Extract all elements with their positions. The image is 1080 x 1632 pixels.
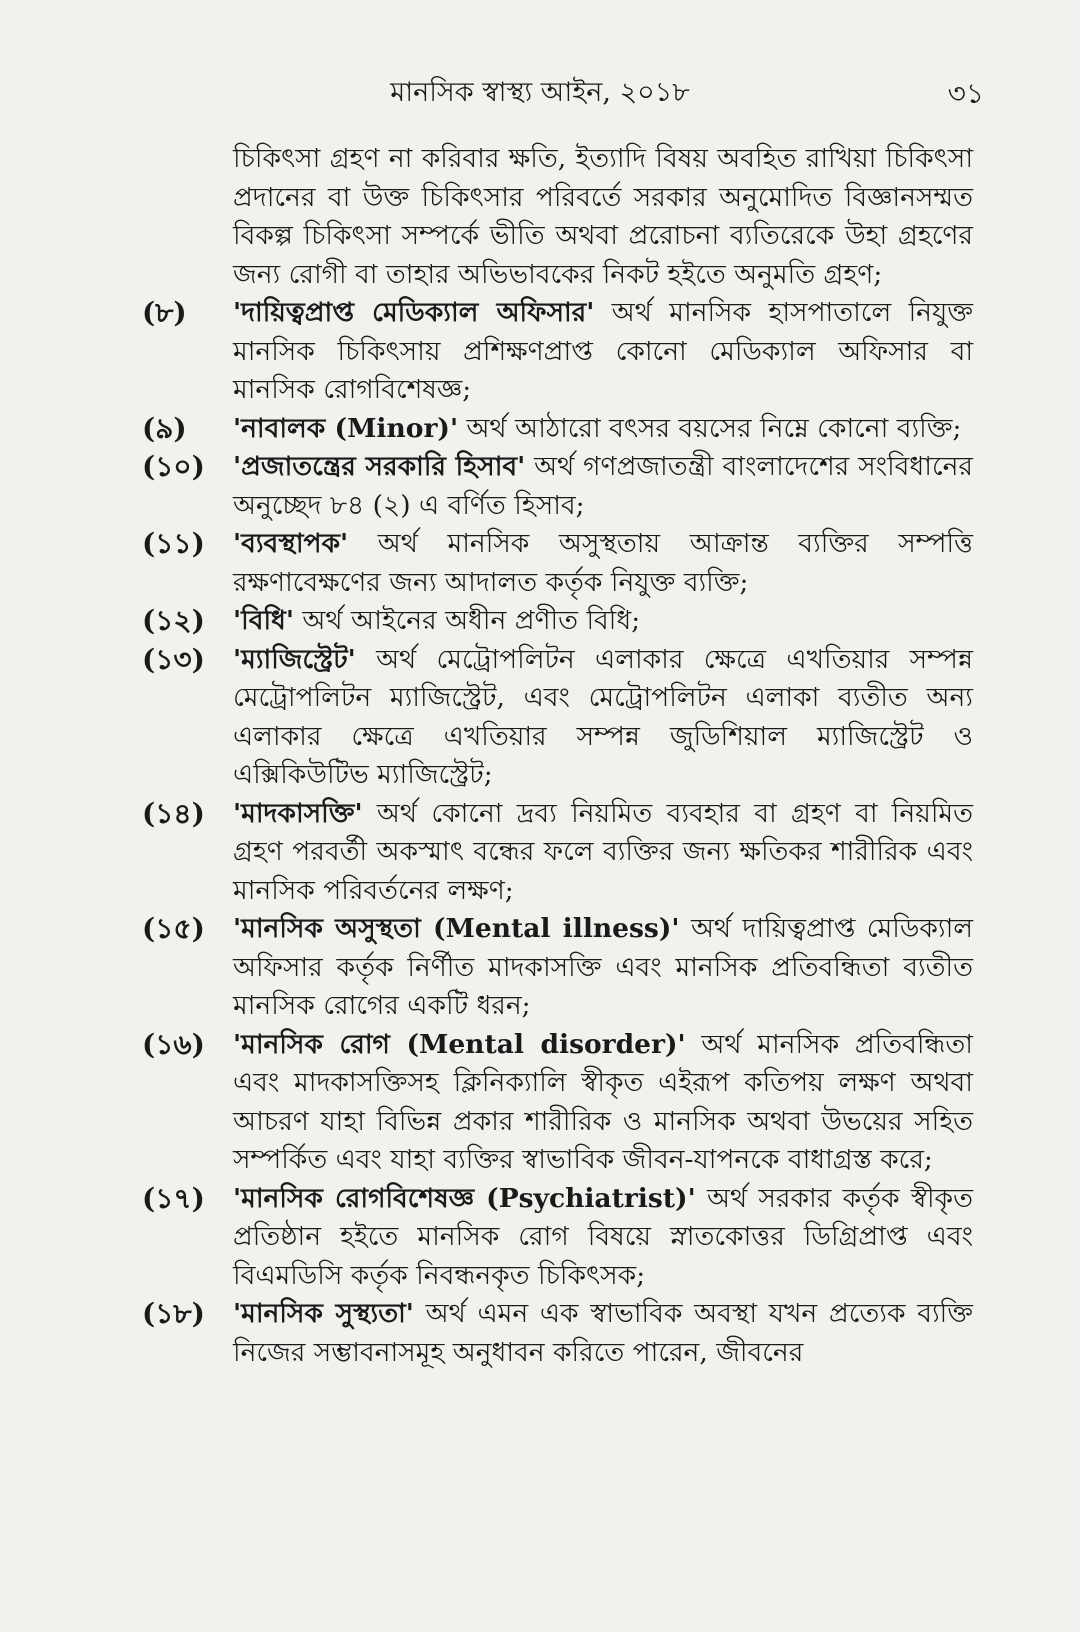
defined-term: 'ম্যাজিস্ট্রেট' <box>233 643 356 675</box>
defined-term: 'মানসিক রোগ (Mental disorder)' <box>233 1028 686 1060</box>
definition-text <box>233 1026 973 1180</box>
definition-item <box>0 641 1080 795</box>
definition-number: (১৪) <box>142 796 205 830</box>
defined-term: 'মানসিক অসুস্থতা (Mental illness)' <box>233 913 680 944</box>
definition-body: অর্থ মানসিক হাসপাতালে নিযুক্ত মানসিক চিকিৎসায় প্রশিক্ষণপ্রাপ্ত কোনো মেডিক্যাল অফিসার বা মানসিক রোগবিশেষজ্ঞ; <box>233 297 973 405</box>
definition-body: অর্থ আইনের অধীন প্রণীত বিধি; <box>294 605 641 636</box>
definition-body: অর্থ সরকার কর্তৃক স্বীকৃত প্রতিষ্ঠান হইতে মানসিক রোগ বিষয়ে স্নাতকোত্তর ডিগ্রিপ্রাপ্ত এবং বিএমডিসি কর্তৃক নিবন্ধনকৃত চিকিৎসক; <box>233 1182 973 1291</box>
definition-item <box>0 910 1080 1026</box>
page-number: ৩১ <box>947 77 984 110</box>
definition-text <box>233 641 973 795</box>
definition-item <box>0 525 1080 602</box>
definition-body: অর্থ মানসিক অসুস্থতায় আক্রান্ত ব্যক্তির সম্পত্তি রক্ষণাবেক্ষণের জন্য আদালত কর্তৃক নিযুক্ত ব্যক্তি; <box>233 528 973 598</box>
definition-text <box>233 602 973 641</box>
definition-number: (১৬) <box>142 1027 205 1061</box>
definition-text <box>233 525 973 602</box>
definition-number: (১৫) <box>142 912 205 945</box>
definition-text <box>233 1295 973 1372</box>
definition-body: অর্থ মানসিক প্রতিবন্ধিতা এবং মাদকাসক্তিসহ ক্লিনিক্যালি স্বীকৃত এইরূপ কতিপয় লক্ষণ অথবা আচরণ যাহা বিভিন্ন প্রকার শারীরিক ও মানসিক অথবা উভয়ের সহিত সম্পর্কিত এবং যাহা ব্যক্তির স্বাভাবিক জীবন-যাপনকে বাধাগ্রস্ত করে; <box>233 1028 973 1175</box>
definition-body: অর্থ দায়িত্বপ্রাপ্ত মেডিক্যাল অফিসার কর্তৃক নির্ণীত মাদকাসক্তি এবং মানসিক প্রতিবন্ধিতা ব্যতীত মানসিক রোগের একটি ধরন; <box>233 913 974 1021</box>
definition-number: (৯) <box>142 411 187 445</box>
defined-term: 'নাবালক (Minor)' <box>233 412 459 444</box>
page-body <box>0 140 1080 1372</box>
defined-term: 'মানসিক সুস্থ্যতা' <box>233 1298 414 1329</box>
defined-term: 'ব্যবস্থাপক' <box>233 528 349 559</box>
definition-item <box>0 1180 1080 1296</box>
definition-body: অর্থ মেট্রোপলিটন এলাকার ক্ষেত্রে এখতিয়ার সম্পন্ন মেট্রোপলিটন ম্যাজিস্ট্রেট, এবং মেট্রোপলিটন এলাকা ব্যতীত অন্য এলাকার ক্ষেত্রে এখতিয়ার সম্পন্ন জুডিশিয়াল ম্যাজিস্ট্রেট ও এক্সিকিউটিভ ম্যাজিস্ট্রেট; <box>233 643 973 790</box>
definition-number: (১৩) <box>142 642 205 676</box>
defined-term: 'দায়িত্বপ্রাপ্ত মেডিক্যাল অফিসার' <box>233 297 595 328</box>
definition-number: (১৭) <box>142 1181 205 1215</box>
definition-text <box>233 448 973 525</box>
definition-body: অর্থ কোনো দ্রব্য নিয়মিত ব্যবহার বা গ্রহণ বা নিয়মিত গ্রহণ পরবর্তী অকস্মাৎ বন্ধের ফলে ব্যক্তির জন্য ক্ষতিকর শারীরিক এবং মানসিক পরিবর্তনের লক্ষণ; <box>233 797 973 906</box>
definition-item <box>0 795 1080 911</box>
definition-number: (১০) <box>142 450 205 483</box>
definition-item <box>0 602 1080 641</box>
running-title: মানসিক স্বাস্থ্য আইন, ২০১৮ <box>390 77 690 108</box>
definition-number: (৮) <box>142 296 187 329</box>
definition-number: (১২) <box>142 604 205 637</box>
defined-term: 'বিধি' <box>233 605 294 636</box>
definition-item <box>0 1295 1080 1372</box>
defined-term: 'মাদকাসক্তি' <box>233 797 363 829</box>
definition-text <box>233 1180 973 1296</box>
definition-text <box>233 410 973 449</box>
definition-number: (১৮) <box>142 1297 205 1330</box>
defined-term: 'মানসিক রোগবিশেষজ্ঞ (Psychiatrist)' <box>233 1182 696 1214</box>
continued-paragraph: চিকিৎসা গ্রহণ না করিবার ক্ষতি, ইত্যাদি বিষয় অবহিত রাখিয়া চিকিৎসা প্রদানের বা উক্ত চিকিৎসার পরিবর্তে সরকার অনুমোদিত বিজ্ঞানসম্মত বিকল্প চিকিৎসা সম্পর্কে ভীতি অথবা প্ররোচনা ব্যতিরেকে উহা গ্রহণের জন্য রোগী বা তাহার অভিভাবকের নিকট হইতে অনুমতি গ্রহণ; <box>233 143 973 290</box>
definition-body: অর্থ এমন এক স্বাভাবিক অবস্থা যখন প্রত্যেক ব্যক্তি নিজের সম্ভাবনাসমূহ অনুধাবন করিতে পারেন, জীবনের <box>233 1298 973 1368</box>
definition-number: (১১) <box>142 527 205 560</box>
definition-item <box>0 410 1080 449</box>
defined-term: 'প্রজাতন্ত্রের সরকারি হিসাব' <box>233 451 526 482</box>
definition-item <box>0 1026 1080 1180</box>
definition-text <box>233 795 973 911</box>
definition-list <box>0 294 1080 1372</box>
page-header <box>0 72 1080 112</box>
definition-text <box>233 294 973 410</box>
definition-body: অর্থ গণপ্রজাতন্ত্রী বাংলাদেশের সংবিধানের অনুচ্ছেদ ৮৪ (২) এ বর্ণিত হিসাব; <box>233 451 973 521</box>
definition-body: অর্থ আঠারো বৎসর বয়সের নিম্নে কোনো ব্যক্তি; <box>458 412 962 444</box>
definition-item <box>0 294 1080 410</box>
definition-text <box>233 910 973 1026</box>
definition-item <box>0 448 1080 525</box>
